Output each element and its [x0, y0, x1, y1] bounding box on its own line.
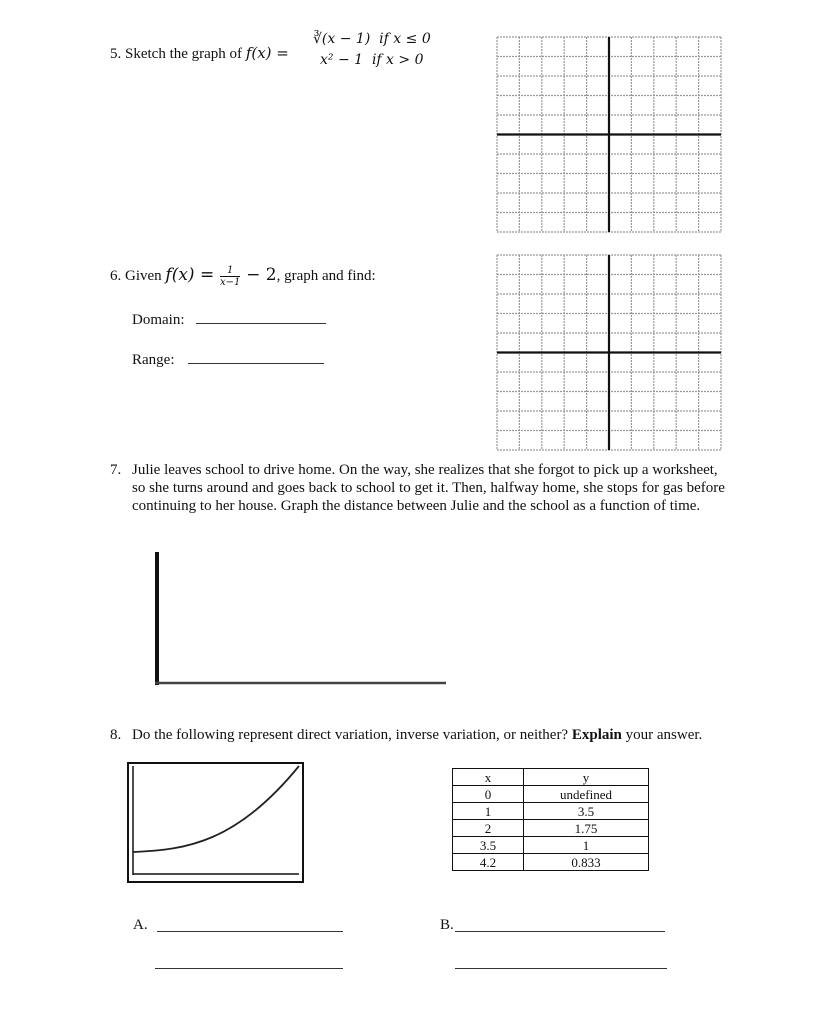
q8-bold-text: Explain	[571, 727, 622, 743]
q5-prompt	[110, 44, 289, 63]
table-header-row	[453, 769, 649, 786]
q5-text: Sketch the graph of	[125, 46, 243, 62]
cell-x: 3.5	[453, 837, 524, 854]
domain-answer-line[interactable]	[196, 323, 326, 324]
q6-suffix: , graph and find:	[276, 268, 376, 284]
range-label: Range:	[132, 352, 175, 368]
q6-constant: − 2	[246, 265, 277, 285]
range-answer-line[interactable]	[188, 363, 324, 364]
q5-piece-1: ∛(x − 1) if x ≤ 0	[313, 31, 431, 47]
answer-a-row	[133, 917, 148, 934]
q8-text-end: your answer.	[625, 727, 703, 743]
cell-x: 1	[453, 803, 524, 820]
cell-y: 3.5	[524, 803, 649, 820]
answer-a-line-2[interactable]	[155, 954, 343, 969]
q8-text: Do the following represent direct variation, inverse variation, or neither?	[132, 727, 569, 743]
table-row	[453, 854, 649, 871]
cell-x: 0	[453, 786, 524, 803]
q7-text: Julie leaves school to drive home. On the way, she realizes that she forgot to pick up a worksheet, so she turns around and goes back to school to get it. Then, halfway home, she stops for gas before continuing to her house. Graph the distance between Julie and the school as a function of time.	[132, 462, 725, 514]
answer-b-label: B.	[440, 917, 454, 933]
q8-graph-frame	[128, 763, 303, 882]
cell-x: 2	[453, 820, 524, 837]
q8-number: 8.	[110, 727, 122, 743]
q8-table-b	[452, 768, 649, 871]
q7-blank-axes[interactable]	[150, 548, 450, 690]
q5-function-name: f(x) =	[245, 44, 289, 62]
q6-number: 6.	[110, 268, 122, 284]
q5-number: 5.	[110, 46, 122, 62]
answer-b-line-1[interactable]	[455, 917, 665, 932]
header-y: y	[524, 769, 649, 786]
domain-label: Domain:	[132, 312, 185, 328]
table-row	[453, 837, 649, 854]
cell-y: undefined	[524, 786, 649, 803]
answer-b-line-2[interactable]	[455, 954, 667, 969]
q8-graph-a	[127, 762, 305, 884]
table-row	[453, 786, 649, 803]
answer-b-row	[440, 917, 454, 934]
q8-prompt	[110, 726, 730, 744]
table-row	[453, 820, 649, 837]
q6-numerator: 1	[220, 265, 240, 277]
q5-piece-2: x² − 1 if x > 0	[320, 52, 424, 68]
q6-denominator: x−1	[219, 277, 241, 289]
q6-text: Given	[125, 268, 162, 284]
cell-y: 1.75	[524, 820, 649, 837]
table-row	[453, 803, 649, 820]
answer-a-line-1[interactable]	[157, 917, 343, 932]
cell-y: 0.833	[524, 854, 649, 871]
cell-x: 4.2	[453, 854, 524, 871]
q6-function-name: f(x) =	[165, 265, 215, 285]
q5-coordinate-grid[interactable]	[494, 35, 724, 235]
cell-y: 1	[524, 837, 649, 854]
q6-prompt	[110, 265, 376, 288]
q7-prompt	[110, 461, 730, 515]
q6-fraction	[220, 265, 240, 288]
answer-a-label: A.	[133, 917, 148, 933]
q6-coordinate-grid[interactable]	[494, 253, 724, 453]
q7-number: 7.	[110, 462, 122, 478]
q6-range-row	[132, 352, 324, 369]
q6-domain-row	[132, 312, 326, 329]
header-x: x	[453, 769, 524, 786]
